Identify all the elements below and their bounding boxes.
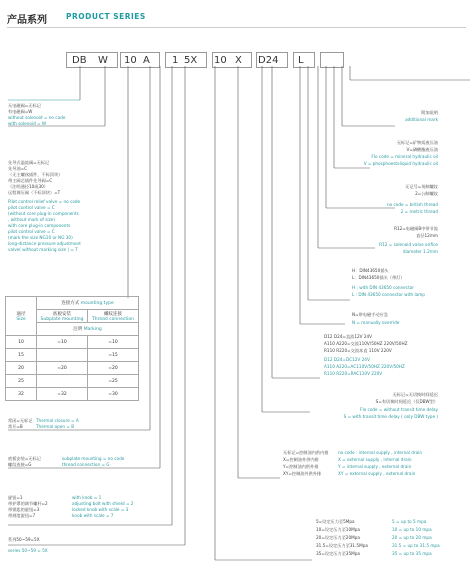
pilot-en-8: long-distance pressure adjustment xyxy=(8,241,81,246)
table-row-sub: =20 xyxy=(37,362,88,375)
table-mark-cn: 注明 xyxy=(73,327,83,332)
additional-cn: 附加说明 xyxy=(421,110,438,115)
knob-en-4: knob with scale = 7 xyxy=(72,513,114,518)
table-sub-cn: 底板安装 xyxy=(53,311,71,317)
knob-cn-3: 带锁匙的旋钮=3 xyxy=(8,507,40,512)
voltage-en-3: R110 R220=RAC110V 220V xyxy=(324,371,383,376)
fluid-cn-2: V=磷酸酯液压油 xyxy=(406,147,438,152)
voltage-en-1: D12 D24=DC12V 24V xyxy=(324,357,370,362)
solenoid-en-2: with solenoid = W xyxy=(8,121,47,126)
pilot-en-5: with core plug-in components xyxy=(8,223,71,228)
plug-en-2: L : DIN 43650 connector with lamp xyxy=(352,292,425,297)
table-row-sub: =10 xyxy=(37,336,88,349)
code-1: 1 xyxy=(172,55,179,66)
code-d24: D24 xyxy=(258,55,279,66)
pilot-en-7: (mark the size NG10 or NG 30) xyxy=(8,235,73,240)
knob-en-2: adjusting bolt with shield = 2 xyxy=(72,501,134,506)
code-5x: 5X xyxy=(184,55,198,66)
pressure-cn-1: 5=设定压力至5Mpa xyxy=(316,519,355,524)
table-sub-en: Subplate mounting xyxy=(40,316,84,322)
opening-cn-1: 常闭=无标记 xyxy=(8,418,33,423)
code-10b: 10 xyxy=(214,55,227,66)
orifice-cn-1: R12=电磁阀B中带节流 xyxy=(394,226,438,231)
thread-cn-2: 2=公制螺纹 xyxy=(415,191,438,196)
pressure-cn-5: 35=设定压力至35Mpa xyxy=(316,551,360,556)
fluid-cn-1: 无标记=矿物质液压油 xyxy=(396,140,438,145)
pressure-cn-3: 20=设定压力至20Mpa xyxy=(316,535,360,540)
knob-cn-4: 带刻度旋钮=7 xyxy=(8,513,36,518)
code-x: X xyxy=(235,55,242,66)
solenoid-en-1: without solenoid = no code xyxy=(8,115,66,120)
solenoid-cn-1: 无电磁阀=无标记 xyxy=(8,103,41,108)
table-mount-en: mounting type xyxy=(80,301,114,306)
solenoid-cn-2: 有电磁阀=W xyxy=(8,109,33,114)
knob-cn-1: 旋钮=1 xyxy=(8,495,23,500)
pilot-en-1: Pilot control relief valve = no code xyxy=(8,199,81,204)
voltage-cn-2: A110 A220=交流110V/50HZ 220V/50HZ xyxy=(324,341,408,346)
table-row-sub: =32 xyxy=(37,388,88,401)
series-en: series 50~59 = 5X xyxy=(8,548,48,553)
plug-cn-2: L：DIN43650插头（带灯） xyxy=(352,275,405,280)
pressure-cn-2: 10=设定压力至10Mpa xyxy=(316,527,360,532)
code-a: A xyxy=(143,55,150,66)
supply-cn-1: 无标记=控制油内供内排 xyxy=(283,450,329,455)
table-row-size: 25 xyxy=(6,375,37,388)
table-row-thread: =10 xyxy=(88,336,139,349)
additional-en: additional mark xyxy=(405,117,438,122)
opening-en-1: Thermal closure = A xyxy=(36,418,79,423)
table-row-size: 32 xyxy=(6,388,37,401)
plug-cn-1: H：DIN43650插头 xyxy=(352,268,389,273)
opening-en-2: Thermal open = B xyxy=(36,424,75,429)
pressure-en-5: 35 = up to 35 mpa xyxy=(392,551,432,556)
size-table xyxy=(5,296,139,401)
orifice-en-2: diameter 1.2mm xyxy=(402,249,438,254)
code-10: 10 xyxy=(124,55,137,66)
opening-cn-2: 常开=B xyxy=(8,424,23,429)
throttle-en-2: S = with transit time delay ( only DBW type ) xyxy=(343,414,438,419)
fluid-en-1: Flo code = mineral hydraulic oil xyxy=(371,154,438,159)
pressure-en-3: 20 = up to 20 mpa xyxy=(392,535,432,540)
pilot-cn-3: （无主螺丝插件，不标顶块） xyxy=(8,172,63,177)
orifice-en-1: R12 = solenoid valve orifice xyxy=(379,242,438,247)
knob-cn-2: 带护罩的调节螺杆=2 xyxy=(8,501,48,506)
plug-en-1: H : with DIN 43650 connector xyxy=(352,285,414,290)
supply-en-4: XY = external supply , external drain xyxy=(338,471,416,476)
supply-en-3: Y = internal supply , external drain xyxy=(338,464,412,469)
code-w: W xyxy=(98,55,108,66)
table-thread-en: Thread connection xyxy=(92,316,134,322)
supply-cn-4: XY=控制油外供外排 xyxy=(283,471,322,476)
table-row-thread: =20 xyxy=(88,362,139,375)
thread-en-1: no code = british thread xyxy=(386,202,438,207)
pressure-en-1: 5 = up to 5 mpa xyxy=(392,519,427,524)
pressure-en-2: 10 = up to 10 mpa xyxy=(392,527,432,532)
pilot-en-4: , without mark of size) xyxy=(8,217,55,222)
fluid-en-2: V = phosphoestoliquid hydraulic oil xyxy=(363,161,438,166)
plate-en-2: thread connection = G xyxy=(62,462,110,467)
throttle-en-1: Flo code = without transit time delay xyxy=(360,407,438,412)
voltage-cn-1: D12 D24=直流12V 24V xyxy=(324,334,373,339)
page-title: 产品系列 xyxy=(7,15,47,26)
manual-en: N = manually override xyxy=(352,320,400,325)
orifice-cn-2: 直径12mm xyxy=(416,233,438,238)
pilot-cn-4: 带主阀芯插件先导阀=C xyxy=(8,178,53,183)
throttle-cn-2: S=有切换时间延迟（仅DBW型） xyxy=(375,399,438,404)
pressure-cn-4: 31.5=设定压力至31.5Mpa xyxy=(316,543,368,548)
code-l: L xyxy=(298,55,304,66)
plate-cn-1: 底板安装=无标记 xyxy=(8,456,41,461)
table-row-thread: =30 xyxy=(88,388,139,401)
thread-cn-1: 无记号=英制螺纹 xyxy=(405,184,438,189)
plate-en-1: subplate mounting = no code xyxy=(62,456,125,461)
code-dbw: DB xyxy=(72,55,87,66)
pilot-cn-1: 先导式溢流阀=无标记 xyxy=(8,160,50,165)
pilot-en-6: pilot control valve = C xyxy=(8,229,55,234)
table-row-size: 10 xyxy=(6,336,37,349)
pilot-cn-5: （注明通径10或30） xyxy=(8,184,48,189)
supply-cn-3: Y=控制油内供外排 xyxy=(283,464,319,469)
table-row-thread: =15 xyxy=(88,349,139,362)
pilot-en-2: pilot control valve = C xyxy=(8,205,55,210)
voltage-en-2: A110 A220=AC110V/50HZ 220V/50HZ xyxy=(324,364,405,369)
table-row-size: 15 xyxy=(6,349,37,362)
table-row-thread: =25 xyxy=(88,375,139,388)
knob-en-3: locked knob with scale = 3 xyxy=(72,507,129,512)
table-size-en: Size xyxy=(16,316,26,322)
supply-en-1: no code : internal supply , internal drain xyxy=(338,450,423,455)
pilot-cn-2: 先导油=C xyxy=(8,166,27,171)
series-cn: 系列50~59=5X xyxy=(8,537,40,542)
pilot-en-9: valve( without marking size ) = T xyxy=(8,247,78,252)
supply-en-2: X = external supply , internal drain xyxy=(338,457,412,462)
voltage-cn-3: R110 R220=交流本直 110V 220V xyxy=(324,348,392,353)
table-row-sub xyxy=(37,349,88,362)
table-mark-en: Marking xyxy=(83,327,102,332)
pilot-en-3: (without core plug-in components xyxy=(8,211,79,216)
table-row-sub xyxy=(37,375,88,388)
thread-en-2: 2 = metric thread xyxy=(400,209,438,214)
manual-cn: N=带电磁手动应急 xyxy=(352,312,388,317)
table-thread-cn: 螺纹连接 xyxy=(104,311,122,317)
table-row-size: 20 xyxy=(6,362,37,375)
throttle-cn-1: 无标记=无切换时间延迟 xyxy=(392,392,438,397)
page-subtitle: PRODUCT SERIES xyxy=(66,12,146,21)
supply-cn-2: X=控制油外供内排 xyxy=(283,457,319,462)
pressure-en-4: 31.5 = up to 31.5 mpa xyxy=(392,543,440,548)
knob-en-1: with knob = 1 xyxy=(72,495,102,500)
plate-cn-2: 螺纹连接=G xyxy=(8,462,32,467)
table-mount-cn: 连接方式 xyxy=(61,301,80,306)
pilot-cn-6: 远程调压阀（不标顶块）=T xyxy=(8,190,61,195)
table-size-cn: 通径 xyxy=(16,311,26,317)
